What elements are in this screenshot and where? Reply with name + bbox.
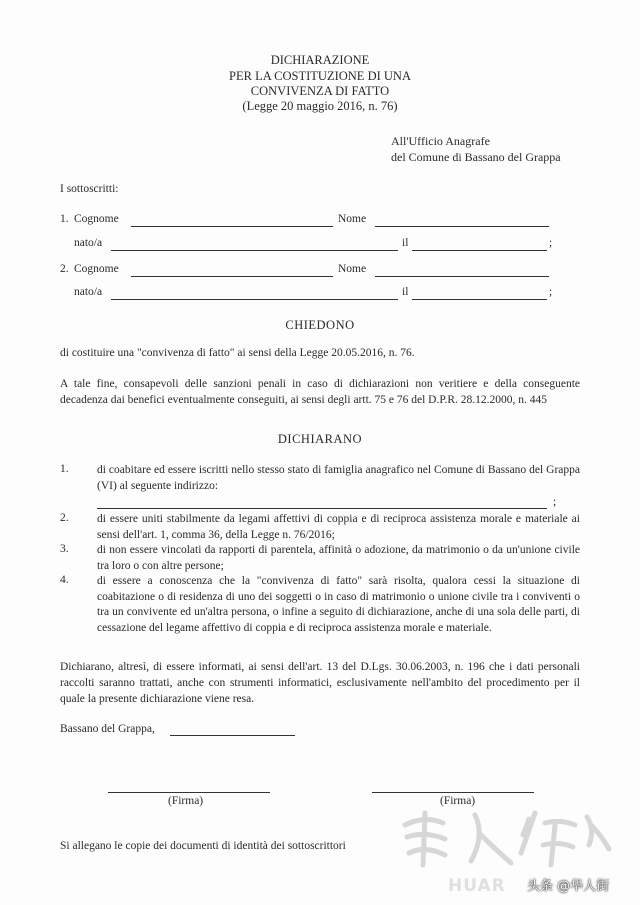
document-title-line-2: PER LA COSTITUZIONE DI UNA [229,69,411,83]
person-2-number: 2. [60,263,69,275]
signature-left-label: (Firma) [168,795,204,807]
recipient-block [391,133,561,165]
watermark-brand: HUAR [448,876,506,896]
document-title-line-3: CONVIVENZA DI FATTO [250,84,390,98]
person-1-end: ; [549,237,553,249]
person-2-birthdate-field[interactable] [412,299,547,300]
chiedono-text: di costituire una "convivenza di fatto" ai sensi della Legge 20.05.2016, n. 76. [60,347,415,359]
dichiarano-heading: DICHIARANO [277,432,363,446]
privacy-paragraph: Dichiarano, altresì, di essere informati, ai sensi dell'art. 13 del D.Lgs. 30.06.2003, n. 196 che i dati personali raccolti saranno trattati, anche con strumenti informatici, esclusivamente nell'ambito del procedimento per il quale la presente dichiarazione viene resa. [60,661,580,705]
item-1-end: ; [553,496,557,508]
sanzioni-paragraph: A tale fine, consapevoli delle sanzioni penali in caso di dichiarazioni non veritiere e della conseguente decadenza dai benefici eventualmente conseguiti, ai sensi degli artt. 75 e 76 del D.P.R. 28.12.2000, n. 445 [60,378,580,406]
person-2-cognome-field[interactable] [131,276,333,277]
person-1-nome-label: Nome [338,213,367,225]
signature-left-line[interactable] [108,792,270,793]
person-1-nato-label: nato/a [74,237,103,249]
signature-right-label: (Firma) [440,795,476,807]
item-1-number: 1. [60,463,69,475]
person-2-nome-field[interactable] [375,276,549,277]
calligraphy-watermark-icon [395,805,615,875]
item-3-text: di non essere vincolati da rapporti di parentela, affinità o adozione, da matrimonio o da un'unione civile tra loro o con altre persone; [97,544,580,572]
person-2-il-label: il [402,286,409,298]
address-field[interactable] [97,508,547,509]
person-2-birthplace-field[interactable] [111,299,398,300]
person-1-birthplace-field[interactable] [111,250,398,251]
person-1-cognome-label: Cognome [74,213,119,225]
person-1-il-label: il [402,237,409,249]
person-2-cognome-label: Cognome [74,263,119,275]
signature-right-line[interactable] [372,792,534,793]
person-2-nato-label: nato/a [74,286,103,298]
chiedono-heading: CHIEDONO [285,318,355,332]
item-4-number: 4. [60,574,69,586]
item-3-number: 3. [60,543,69,555]
allegati-text: Si allegano le copie dei documenti di identità dei sottoscrittori [60,840,346,852]
item-2-number: 2. [60,512,69,524]
person-1-birthdate-field[interactable] [412,250,547,251]
item-1-text: di coabitare ed essere iscritti nello stesso stato di famiglia anagrafico nel Comune di Bassano del Grappa (VI) al seguente indirizzo: [97,464,580,492]
document-title-line-1: DICHIARAZIONE [270,53,370,67]
recipient-office: All'Ufficio Anagrafe [391,134,490,148]
person-2-end: ; [549,286,553,298]
date-field[interactable] [170,735,295,736]
person-1-number: 1. [60,213,69,225]
watermark-credit: 头条 @华人街 [527,879,610,894]
person-2-nome-label: Nome [338,263,367,275]
item-4-text: di essere a conoscenza che la "convivenza di fatto" sarà risolta, qualora cessi la situazione di coabitazione o di residenza di uno dei soggetti o in caso di matrimonio o unione civile tra i conviventi o tra un convivente ed un'altra persona, o infine a seguito di dichiarazione, anche di una sola delle parti, di cessazione del legame affettivo di coppia e di reciproca assistenza morale e materiale. [97,575,580,634]
document-title-law: (Legge 20 maggio 2016, n. 76) [242,99,398,113]
place-label: Bassano del Grappa, [60,723,155,735]
item-2-text: di essere uniti stabilmente da legami affettivi di coppia e di reciproca assistenza morale e materiale ai sensi dell'art. 1, comma 36, della Legge n. 76/2016; [97,513,580,541]
recipient-comune: del Comune di Bassano del Grappa [391,150,561,164]
intro-text: I sottoscritti: [60,183,119,195]
person-1-cognome-field[interactable] [131,226,333,227]
person-1-nome-field[interactable] [375,226,549,227]
